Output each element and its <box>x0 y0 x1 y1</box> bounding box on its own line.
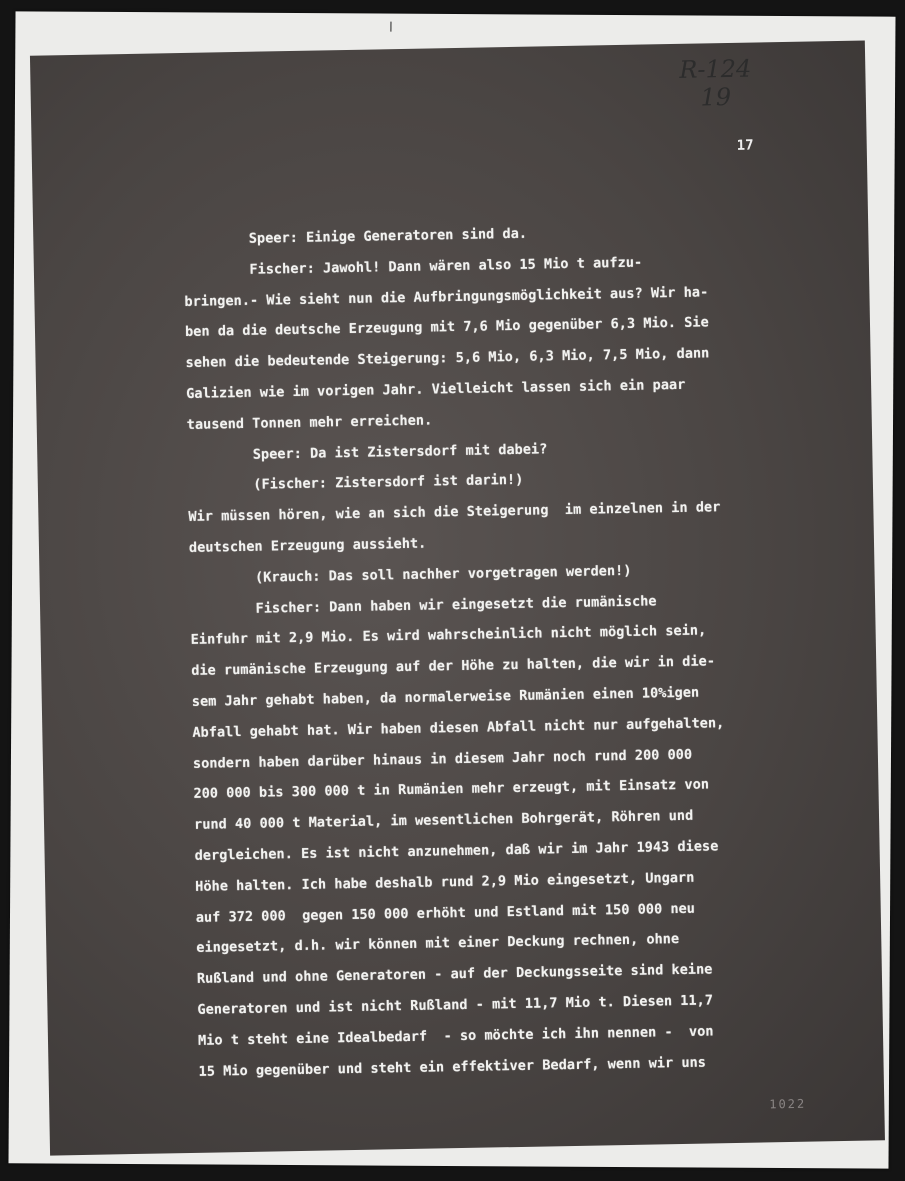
text-line: Fischer: Dann haben wir eingesetzt die rumänische <box>189 592 657 618</box>
text-line: Rußland und ohne Generatoren - auf der Deckungsseite sind keine <box>196 961 713 987</box>
page-number: 17 <box>736 137 754 154</box>
text-line: sem Jahr gehabt haben, da normalerweise Rumänien einen 10%igen <box>191 684 700 710</box>
text-line: (Krauch: Das soll nachher vorgetragen werden!) <box>189 562 632 587</box>
handwritten-reference <box>660 54 771 112</box>
handwritten-line: R-124 <box>679 54 752 84</box>
text-line: Galizien wie im vorigen Jahr. Vielleicht lassen sich ein paar <box>186 376 686 402</box>
text-line: Höhe halten. Ich habe deshalb rund 2,9 Mio eingesetzt, Ungarn <box>195 869 695 895</box>
text-line: rund 40 000 t Material, im wesentlichen Bohrgerät, Röhren und <box>193 807 694 834</box>
text-line: Fischer: Jawohl! Dann wären also 15 Mio t aufzu- <box>183 254 643 279</box>
document-page <box>30 40 885 1155</box>
text-line: Wir müssen hören, wie an sich die Steigerung im einzelnen in der <box>188 499 721 526</box>
text-line: dergleichen. Es ist nicht anzunehmen, daß wir im Jahr 1943 diese <box>194 838 719 864</box>
text-line: tausend Tonnen mehr erreichen. <box>186 412 433 433</box>
text-line: die rumänische Erzeugung auf der Höhe zu halten, die wir in die- <box>191 653 716 680</box>
text-line: Einfuhr mit 2,9 Mio. Es wird wahrscheinlich nicht möglich sein, <box>190 622 707 649</box>
text-line: Abfall gehabt hat. Wir haben diesen Abfall nicht nur aufgehalten, <box>192 714 725 741</box>
paper-mark <box>390 22 391 32</box>
text-line: auf 372 000 gegen 150 000 erhöht und Estland mit 150 000 neu <box>195 900 696 926</box>
document-body <box>183 213 839 1087</box>
text-line: 15 Mio gegenüber und steht ein effektiver Bedarf, wenn wir uns <box>198 1054 707 1080</box>
text-line: Speer: Da ist Zistersdorf mit dabei? <box>187 440 548 464</box>
text-line: 200 000 bis 300 000 t in Rumänien mehr erzeugt, mit Einsatz von <box>193 776 710 803</box>
text-line: bringen.- Wie sieht nun die Aufbringungsmöglichkeit aus? Wir ha- <box>184 283 709 310</box>
handwritten-line: 19 <box>700 82 732 112</box>
text-line: Mio t steht eine Idealbedarf - so möchte ich ihn nennen - von <box>197 1023 714 1049</box>
text-line: deutschen Erzeugung aussieht. <box>188 535 427 556</box>
text-line: sehen die bedeutende Steigerung: 5,6 Mio, 6,3 Mio, 7,5 Mio, dann <box>185 345 710 372</box>
footer-number: 1022 <box>769 1096 807 1112</box>
text-line: Speer: Einige Generatoren sind da. <box>183 225 528 248</box>
text-line: (Fischer: Zistersdorf ist darin!) <box>187 472 524 495</box>
paper-sheet <box>8 11 895 1168</box>
text-line: sondern haben darüber hinaus in diesem Jahr noch rund 200 000 <box>192 746 693 772</box>
text-line: Generatoren und ist nicht Rußland - mit 11,7 Mio t. Diesen 11,7 <box>197 992 714 1018</box>
text-line: ben da die deutsche Erzeugung mit 7,6 Mio gegenüber 6,3 Mio. Sie <box>184 314 709 341</box>
text-line: eingesetzt, d.h. wir können mit einer Deckung rechnen, ohne <box>196 931 680 957</box>
